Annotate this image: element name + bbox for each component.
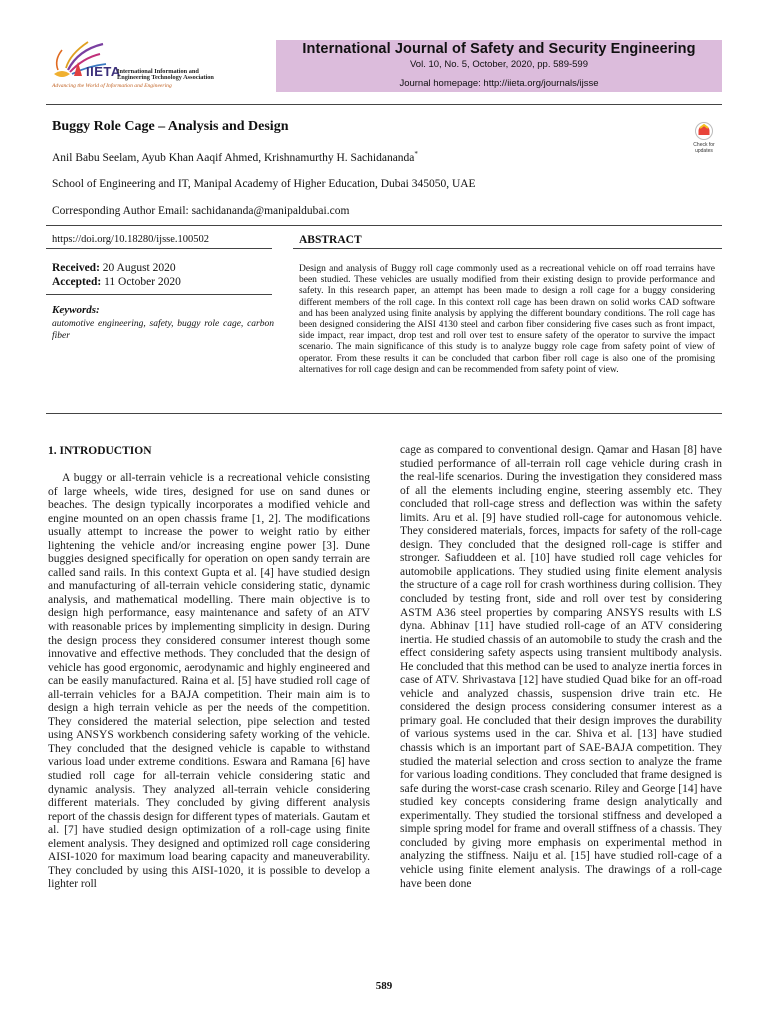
journal-homepage-link[interactable]: Journal homepage: http://iieta.org/journals/ijsse	[399, 78, 599, 89]
authors-text: Anil Babu Seelam, Ayub Khan Aaqif Ahmed, Krishnamurthy H. Sachidananda	[52, 151, 415, 164]
doi-divider	[46, 248, 272, 249]
check-updates-label[interactable]: Check for updates	[693, 142, 715, 154]
received-date	[52, 262, 176, 274]
accepted-date	[52, 276, 181, 288]
author-list	[52, 150, 418, 164]
logo-org-line1: International Information and	[117, 68, 199, 75]
dates-divider	[46, 294, 272, 295]
volume-info: Vol. 10, No. 5, October, 2020, pp. 589-599	[410, 59, 588, 70]
accepted-label: Accepted:	[52, 276, 102, 288]
abstract-title-divider	[293, 248, 722, 249]
received-label: Received:	[52, 262, 100, 274]
abstract-bottom-divider	[46, 413, 722, 414]
logo-org-line2: Engineering Technology Association	[117, 74, 214, 81]
title-divider	[46, 225, 722, 226]
keywords-list: automotive engineering, safety, buggy role cage, carbon fiber	[52, 319, 274, 341]
keywords-title: Keywords:	[52, 304, 100, 316]
page-number: 589	[375, 980, 393, 992]
doi-link[interactable]: https://doi.org/10.18280/ijsse.100502	[52, 234, 210, 245]
journal-title: International Journal of Safety and Security Engineering	[302, 41, 696, 57]
logo-tagline: Advancing the World of Information and Engineering	[52, 83, 172, 89]
abstract-title: ABSTRACT	[299, 234, 362, 246]
header-divider	[46, 104, 722, 105]
section-title-introduction: 1. INTRODUCTION	[48, 445, 152, 457]
paper-title: Buggy Role Cage – Analysis and Design	[52, 119, 289, 134]
affiliation: School of Engineering and IT, Manipal Academy of Higher Education, Dubai 345050, UAE	[52, 178, 476, 190]
corresponding-mark: *	[414, 150, 418, 158]
accepted-value: 11 October 2020	[104, 276, 181, 288]
body-right-column: cage as compared to conventional design. Qamar and Hasan [8] have studied performance of all-terrain roll cage vehicle during crash in the real-life scenarios. During the investigation they considered mass of all the elements including engine, steering assembly etc. They concluded that roll-cage stress and deflection was within the safety limits. Aru et al. [9] have studied roll-cage for autonomous vehicle. They considered materials, forces, impacts for safety of the roll-cage design. They concluded that the designed roll-cage is stiffer and stronger. Safiuddeen et al. [10] have studied roll cage vehicles for automobile applications. They studied using finite element analysis the structure of a cage roll for crash worthiness during collision. They concluded by testing front, side and roll over test by considering ASTM A36 steel properties by comparing ANSYS results with LS dyna. Abhinav [11] have studied roll-cage of an ATV considering inertia. He studied chassis of an automobile to study the crash and the effect considering safety aspects using transient multibody analysis. He concluded that this method can be used to analyze inertia forces in case of ATV. Shrivastava [12] have studied Quad bike for an off-road vehicle and analyzed chassis, suspension drive train etc. He considered the design process considering consumer interest as a primary goal. He concluded that their design improves the durability of various systems used in the car. Shiva et al. [13] have studied chassis which is an important part of SAE-BAJA competition. They studied the material selection and cross section to analyze the frame for various loading conditions. They concluded that frame designed is safe during the worst-case crash scenario. Riley and George [14] have studied key concepts considering frame design analytically and experimentally. They studied the torsional stiffness and developed a simple spring model for frame and overall stiffness of a chassis. They concluded by giving more emphasis on experimental method in analyzing the stiffness. Naiju et al. [15] have studied roll-cage of a vehicle using finite element analysis. The drawings of a roll-cage have been done	[400, 444, 722, 890]
abstract-body: Design and analysis of Buggy roll cage commonly used as a recreational vehicle on off road terrains have been studied. These vehicles are usually modified from their existing design to provide performance and safety. In this research paper, an attempt has been made to design a roll cage for a buggy considering different members of the roll cage. In this context roll cage has been drawn on solid works CAD software and has been analyzed using finite analysis by applying the different boundary conditions. The roll cage has been designed considering the AISI 4130 steel and carbon fiber considering five cases such as front impact, side impact, rear impact, drop test and roll over test to ensure safety of the operator to survive the impact scenario. The main significance of this study is to analyze buggy role cage from safety point of view of operator. From these results it can be concluded that carbon fiber roll cage is also one of the promising alternatives for roll cage design and can be recommended from safety point of view.	[299, 264, 715, 375]
received-value: 20 August 2020	[102, 262, 176, 274]
logo-wordmark: IIETA	[86, 64, 121, 79]
corresponding-email: Corresponding Author Email: sachidananda@manipaldubai.com	[52, 205, 350, 217]
body-left-column: A buggy or all-terrain vehicle is a recreational vehicle consisting of large wheels, wide tires, designed for use on sand dunes or beaches. The design typically incorporates a modified vehicle and engine mounted on an open chassis frame [1, 2]. The modifications usually attempt to increase the power to weight ratio by either lightening the vehicle and/or increasing engine power [3]. Dune buggies designed specifically for operation on open sandy terrain are called sand rails. In this context Gupta et al. [4] have studied design and manufacturing of all-terrain vehicle considering static, dynamic analysis, and mathematical modelling. There main objective is to design high performance, easy maintenance and safety of an ATV with reasonable prices by implementing simplicity in design. During the design process they considered consumer interest though some innovative and effective methods. They concluded that the design of vehicle has good ergonomic, aerodynamic and highly engineered and can be easily manufactured. Raina et al. [5] have studied roll cage of all-terrain vehicles for a BAJA competition. Their main aim is to design a high terrain vehicle as per the needs of the competition. They considered the material selection, pipe selection and tested using ANSYS workbench considering safety working of the vehicle. They concluded that the designed vehicle is capable to withstand various load under extreme conditions. Eswara and Ramana [6] have studied roll cage for all-terrain vehicle considering static and dynamic analysis. They analyzed all-terrain vehicle considering different materials. They concluded by giving different analysis report of the chassis design for different types of materials. Gautam et al. [7] have studied design optimization of a roll-cage using finite element analysis. They designed and optimized roll cage considering AISI-1020 for maximum load bearing capacity and maneuverability. They concluded by using this AISI-1020, it is possible to develop a lighter roll	[48, 472, 370, 891]
